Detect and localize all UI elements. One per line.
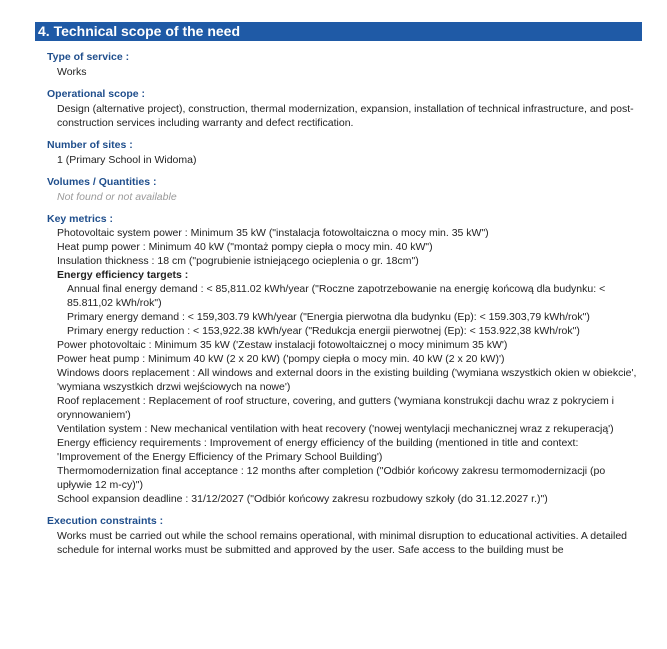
metric-item: Energy efficiency requirements : Improvement of energy efficiency of the building (mentioned in title and context: 'Improvement of the Energy Efficiency of the Primary School Building') [57, 437, 579, 463]
key-metrics-list [47, 226, 642, 506]
metric-item: Thermomodernization final acceptance : 12 months after completion ("Odbiór końcowy zakresu termomodernizacji (po upływie 12 m-cy)") [57, 465, 606, 491]
metric-item: Heat pump power : Minimum 40 kW ("montaż pompy ciepła o mocy min. 40 kW") [57, 241, 433, 253]
energy-target-item: Primary energy reduction : < 153,922.38 kWh/year ("Redukcja energii pierwotnej (Ep): < 153.922,38 kWh/rok") [67, 325, 580, 337]
execution-constraints-label: Execution constraints : [47, 515, 164, 527]
energy-targets-heading: Energy efficiency targets : [57, 269, 189, 281]
type-of-service-value: Works [57, 66, 87, 78]
metric-item: School expansion deadline : 31/12/2027 ("Odbiór końcowy zakresu rozbudowy szkoły (do 31.12.2027 r.)") [57, 493, 548, 505]
number-of-sites-label: Number of sites : [47, 139, 133, 151]
section-title: 4. Technical scope of the need [35, 22, 642, 41]
section-content [47, 50, 642, 557]
metric-item: Roof replacement : Replacement of roof structure, covering, and gutters ('wymiana konstrukcji dachu wraz z pokryciem i orynnowaniem') [57, 395, 614, 421]
operational-scope-label: Operational scope : [47, 88, 146, 100]
metric-item: Windows doors replacement : All windows and external doors in the existing building ('wymiana wszystkich okien w obiekcie', 'wymiana wszystkich drzwi wejściowych na nowe') [57, 367, 637, 393]
type-of-service-label: Type of service : [47, 51, 130, 63]
operational-scope-value: Design (alternative project), construction, thermal modernization, expansion, installation of technical infrastructure, and post-construction services including warranty and defect rectification. [57, 103, 634, 129]
metric-item: Ventilation system : New mechanical ventilation with heat recovery ('nowej wentylacji mechanicznej wraz z rekuperacją') [57, 423, 614, 435]
execution-constraints-value: Works must be carried out while the school remains operational, with minimal disruption to educational activities. A detailed schedule for internal works must be submitted and approved by the user. Safe access to the building must be [57, 530, 628, 556]
metric-item: Photovoltaic system power : Minimum 35 kW ("instalacja fotowoltaiczna o mocy min. 35 kW") [57, 227, 489, 239]
metric-item: Insulation thickness : 18 cm ("pogrubienie istniejącego ocieplenia o gr. 18cm") [57, 255, 419, 267]
energy-target-item: Annual final energy demand : < 85,811.02 kWh/year ("Roczne zapotrzebowanie na energię końcową dla budynku: < 85.811,02 kWh/rok") [67, 283, 606, 309]
metric-item: Power heat pump : Minimum 40 kW (2 x 20 kW) ('pompy ciepła o mocy min. 40 kW (2 x 20 kW)') [57, 353, 505, 365]
number-of-sites-value: 1 (Primary School in Widoma) [57, 154, 197, 166]
volumes-value: Not found or not available [57, 191, 177, 203]
metric-item: Power photovoltaic : Minimum 35 kW ('Zestaw instalacji fotowoltaicznej o mocy minimum 35 kW') [57, 339, 508, 351]
key-metrics-label: Key metrics : [47, 213, 113, 225]
energy-target-item: Primary energy demand : < 159,303.79 kWh/year ("Energia pierwotna dla budynku (Ep): < 159.303,79 kWh/rok") [67, 311, 590, 323]
volumes-label: Volumes / Quantities : [47, 176, 157, 188]
